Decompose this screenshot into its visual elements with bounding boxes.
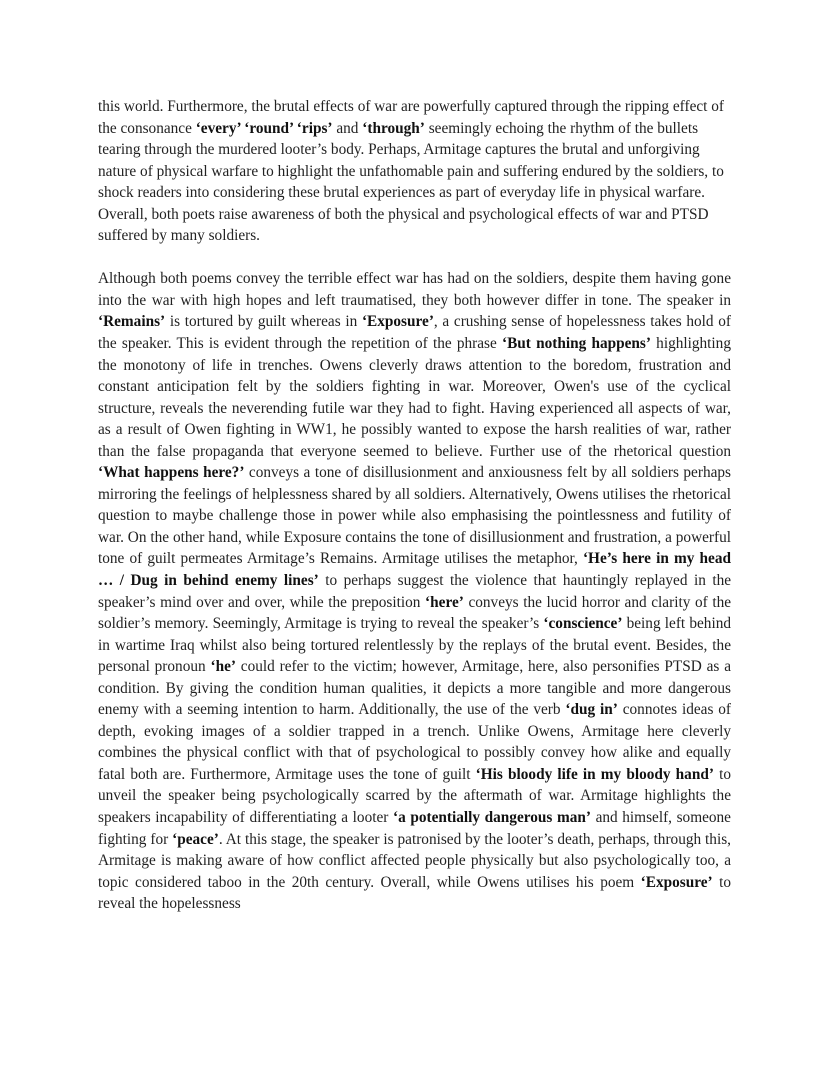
quoted-phrase: ‘What happens here?’: [98, 464, 245, 482]
quoted-phrase: ‘Exposure’: [640, 873, 713, 891]
quoted-phrase: ‘peace’: [172, 830, 219, 848]
text-run: is tortured by guilt whereas in: [165, 313, 362, 331]
text-run: to reveal the hopelessness: [98, 873, 731, 913]
text-run: seemingly echoing the rhythm of the bullets tearing through the murdered looter’s body. Perhaps, Armitage captures the brutal and unforgiving nature of physical warfare to highlight the unfathomable pain and suffering endured by the soldiers, to shock readers into considering these brutal experiences as part of everyday life in physical warfare. Overall, both poets raise awareness of both the physical and psychological effects of war and PTSD suffered by many soldiers.: [98, 119, 724, 245]
quoted-phrase: ‘Remains’: [98, 313, 166, 331]
text-run: conveys a tone of disillusionment and anxiousness felt by all soldiers perhaps mirroring the feelings of helplessness shared by all soldiers. Alternatively, Owens utilises the rhetorical question to maybe challenge those in power while also emphasising the pointlessness and futility of war. On the other hand, while Exposure contains the tone of disillusionment and frustration, a powerful tone of guilt permeates Armitage’s Remains. Armitage utilises the metaphor,: [98, 464, 731, 568]
text-run: this world. Furthermore, the brutal effects of war are powerfully captured through the ripping effect of the consonance: [98, 98, 724, 137]
quoted-phrase: ‘He’s here in my head … / Dug in behind enemy lines’: [98, 550, 731, 589]
document-page: [98, 96, 731, 915]
quoted-phrase: ‘His bloody life in my bloody hand’: [475, 765, 714, 783]
text-run: and: [332, 119, 363, 137]
quoted-phrase: ‘he’: [210, 658, 236, 676]
paragraph-gap: [98, 247, 731, 269]
quoted-phrase: ‘through’: [362, 119, 425, 137]
text-run: . At this stage, the speaker is patronised by the looter’s death, perhaps, through this, Armitage is making aware of how conflict affected people physically but also psychologically too, a topic considered taboo in the 20th century. Overall, while Owens utilises his poem: [98, 830, 731, 891]
text-run: to perhaps suggest the violence that hauntingly replayed in the speaker’s mind over and over, while the preposition: [98, 571, 732, 611]
text-run: being left behind in wartime Iraq whilst also being tortured relentlessly by the replays of the brutal event. Besides, the personal pronoun: [98, 615, 731, 676]
text-run: , a crushing sense of hopelessness takes hold of the speaker. This is evident through the repetition of the phrase: [98, 313, 732, 352]
quoted-phrase: ‘here’: [425, 593, 464, 611]
quoted-phrase: ‘But nothing happens’: [502, 334, 651, 352]
text-run: to unveil the speaker being psychologically scarred by the aftermath of war. Armitage highlights the speakers incapability of differentiating a looter: [98, 765, 731, 826]
text-run: and himself, someone fighting for: [98, 809, 731, 848]
paragraph-2: [98, 268, 731, 914]
quoted-phrase: ‘conscience’: [543, 615, 623, 633]
text-run: connotes ideas of depth, evoking images of a soldier trapped in a trench. Unlike Owens, Armitage here cleverly combines the physical conflict with that of psychological to possibly convey how alike and equally fatal both are. Furthermore, Armitage uses the tone of guilt: [98, 701, 731, 783]
text-run: highlighting the monotony of life in trenches. Owens cleverly draws attention to the boredom, frustration and constant anticipation felt by the soldiers fighting in war. Moreover, Owen's use of the cyclical structure, reveals the neverending futile war they had to fight. Having experienced all aspects of war, as a result of Owen fighting in WW1, he possibly wanted to expose the harsh realities of war, rather than the false propaganda that everyone seemed to believe. Further use of the rhetorical question: [98, 334, 731, 460]
text-run: conveys the lucid horror and clarity of the soldier’s memory. Seemingly, Armitage is trying to reveal the speaker’s: [98, 593, 732, 633]
quoted-phrase: ‘dug in’: [565, 701, 618, 719]
quoted-phrase: ‘every’ ‘round’ ‘rips’: [195, 119, 333, 137]
text-run: could refer to the victim; however, Armitage, here, also personifies PTSD as a condition. By giving the condition human qualities, it depicts a more tangible and more dangerous enemy with a seeming intention to harm. Additionally, the use of the verb: [98, 658, 731, 719]
paragraph-1: [98, 96, 731, 247]
quoted-phrase: ‘Exposure’: [361, 313, 434, 331]
text-run: Although both poems convey the terrible effect war has had on the soldiers, despite them having gone into the war with high hopes and left traumatised, they both however differ in tone. The speaker in: [98, 270, 731, 309]
quoted-phrase: ‘a potentially dangerous man’: [392, 809, 591, 826]
